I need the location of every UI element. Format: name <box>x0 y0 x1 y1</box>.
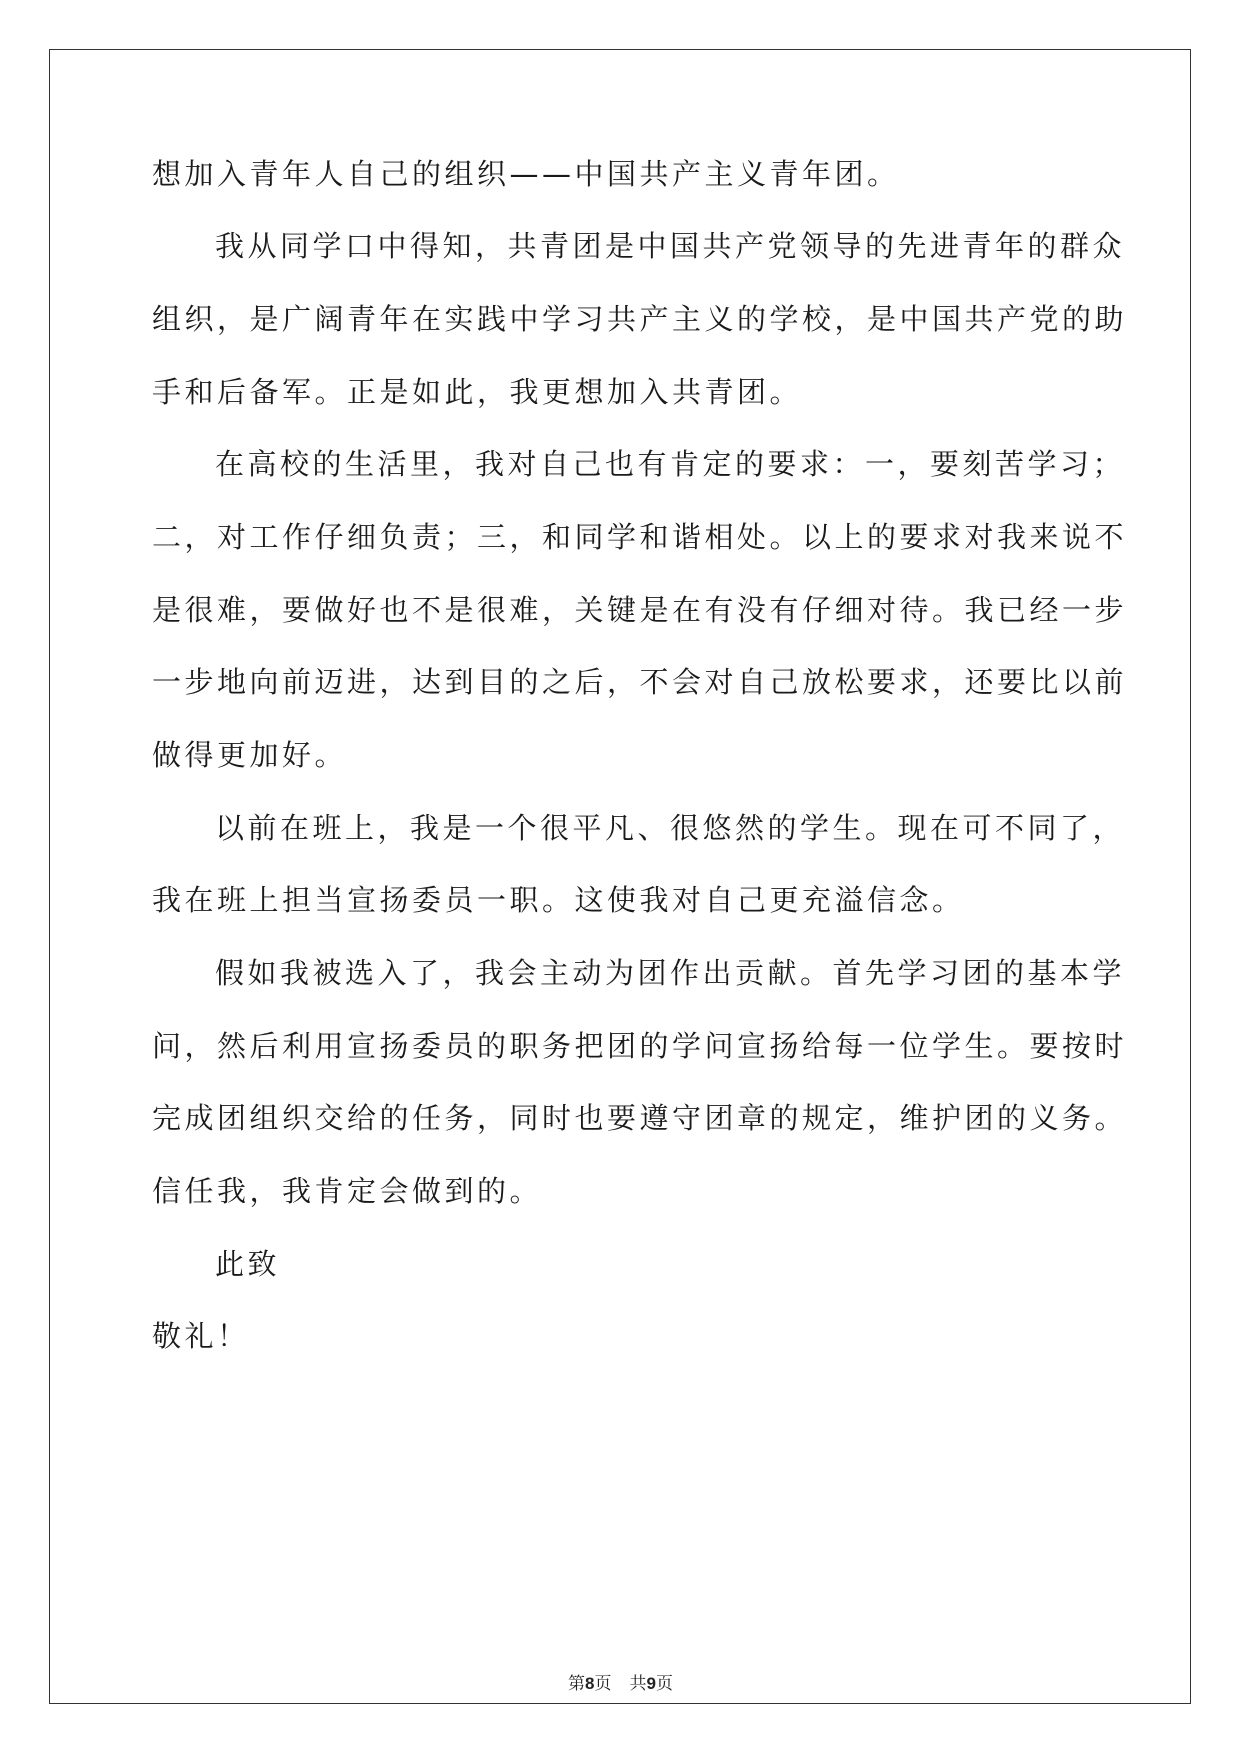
closing-regards: 敬礼！ <box>152 1319 250 1353</box>
body-line-14: 完成团组织交给的任务，同时也要遵守团章的规定，维护团的义务。 <box>152 1101 1128 1135</box>
closing-salutation: 此致 <box>215 1247 281 1281</box>
body-line-12: 假如我被选入了，我会主动为团作出贡献。首先学习团的基本学 <box>215 956 1126 990</box>
body-line-2: 我从同学口中得知，共青团是中国共产党领导的先进青年的群众 <box>215 229 1126 263</box>
body-line-4: 手和后备军。正是如此，我更想加入共青团。 <box>152 375 803 409</box>
body-line-7: 是很难，要做好也不是很难，关键是在有没有仔细对待。我已经一步 <box>152 593 1128 627</box>
body-line-11: 我在班上担当宣扬委员一职。这使我对自己更充溢信念。 <box>152 883 965 917</box>
body-line-5: 在高校的生活里，我对自己也有肯定的要求：一，要刻苦学习； <box>215 447 1126 481</box>
body-line-9: 做得更加好。 <box>152 738 348 772</box>
page-footer <box>0 1672 1241 1696</box>
total-prefix: 共 <box>629 1674 647 1694</box>
page-border <box>49 49 1191 1704</box>
page-number: 8 <box>585 1674 595 1693</box>
body-line-15: 信任我，我肯定会做到的。 <box>152 1174 543 1208</box>
body-line-6: 二，对工作仔细负责；三，和同学和谐相处。以上的要求对我来说不 <box>152 520 1128 554</box>
body-line-10: 以前在班上，我是一个很平凡、很悠然的学生。现在可不同了， <box>215 811 1126 845</box>
page-prefix: 第 <box>568 1674 586 1694</box>
body-line-8: 一步地向前迈进，达到目的之后，不会对自己放松要求，还要比以前 <box>152 665 1128 699</box>
body-line-3: 组织，是广阔青年在实践中学习共产主义的学校，是中国共产党的助 <box>152 302 1128 336</box>
page-suffix: 页 <box>594 1674 612 1694</box>
body-line-13: 问，然后利用宣扬委员的职务把团的学问宣扬给每一位学生。要按时 <box>152 1029 1128 1063</box>
total-pages: 9 <box>646 1674 656 1693</box>
body-line-1: 想加入青年人自己的组织——中国共产主义青年团。 <box>152 157 900 191</box>
total-suffix: 页 <box>655 1674 673 1694</box>
